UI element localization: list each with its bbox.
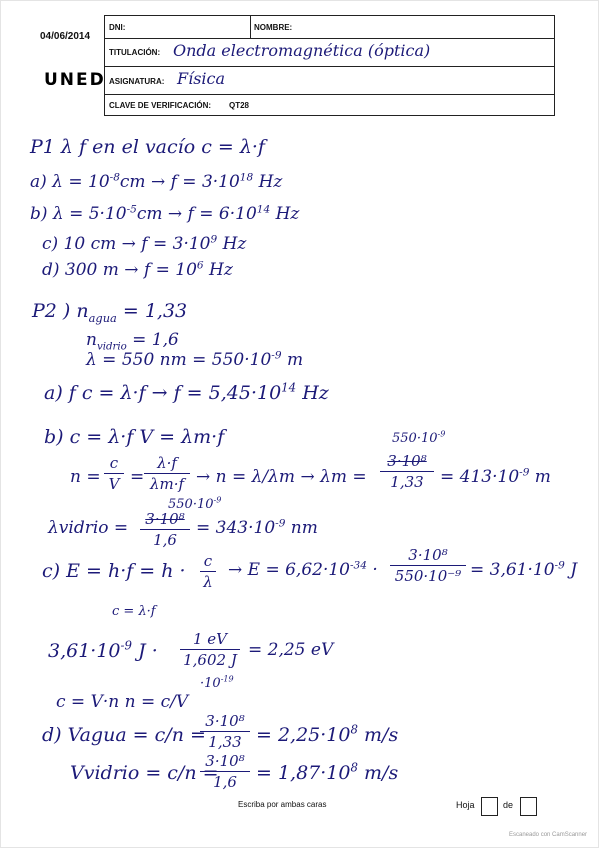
p2-item-d: d) Vagua = c/n = bbox=[42, 724, 206, 746]
titulacion-label: TITULACIÓN: bbox=[109, 48, 161, 57]
p2-n-frac-lm: $\frac{\text{3·10⁸}}{1,33}$ bbox=[380, 452, 434, 491]
p2-c-frac-c-l: $\frac{c}{\lambda}$ bbox=[200, 552, 216, 591]
p1-item-a: a) $\lambda = 10^{-8}cm \to f = 3\cdot 10^{18}$ Hz bbox=[30, 171, 283, 192]
hoja-total-box[interactable] bbox=[520, 797, 537, 816]
hoja-number-box[interactable] bbox=[481, 797, 498, 816]
p2-d-result-agua: = $2,25\cdot 10^8$ m/s bbox=[256, 722, 399, 746]
p2-c-note: c = λ·f bbox=[112, 604, 156, 619]
asignatura-row bbox=[105, 66, 554, 95]
uned-logo: UNED bbox=[44, 70, 106, 90]
p2-v-vidrio-result: = $1,87\cdot 10^8$ m/s bbox=[256, 760, 399, 784]
de-label: de bbox=[503, 800, 514, 810]
header-form bbox=[104, 15, 555, 116]
p2-n-vidrio: $n_{vidrio} = 1,6$ bbox=[86, 330, 179, 353]
p2-item-c: c) E = h·f = h · bbox=[42, 560, 186, 582]
p2-n-above: $550\cdot 10^{-9}$ bbox=[392, 429, 446, 446]
p2-ev-below: $\cdot 10^{-19}$ bbox=[200, 674, 234, 691]
p2-c-frac-2: $\frac{\text{3·10⁸}}{\text{550·10⁻⁹}}$ bbox=[390, 546, 466, 585]
asignatura-value: Física bbox=[177, 69, 226, 88]
p2-n-mid: → n = λ/λm → λm = bbox=[196, 467, 367, 487]
p2-cv-line: c = V·n n = c/V bbox=[56, 692, 189, 712]
p2-ev-frac: $\frac{1 eV}{1,602 J}$ bbox=[180, 630, 240, 669]
dni-label: DNI: bbox=[109, 23, 126, 32]
p2-ev-result: = 2,25 eV bbox=[248, 640, 334, 660]
p2-c-result: = $3,61\cdot 10^{-9}$ J bbox=[470, 559, 578, 580]
nombre-label: NOMBRE: bbox=[254, 23, 293, 32]
p2-lvidrio-frac: $\frac{\text{3·10⁸}}{1,6}$ bbox=[140, 510, 190, 549]
p2-n-eq: n = bbox=[70, 467, 101, 487]
p2-n-result: = $413\cdot 10^{-9}$ m bbox=[440, 466, 551, 487]
footer-note: Escriba por ambas caras bbox=[238, 800, 327, 809]
scanner-watermark: Escaneado con CamScanner bbox=[509, 832, 588, 838]
hoja-label: Hoja bbox=[456, 800, 475, 810]
p2-ev-line: $3,61\cdot 10^{-9}$ J · bbox=[48, 638, 158, 662]
p2-lvidrio-result: = $343\cdot 10^{-9}$ nm bbox=[196, 517, 318, 538]
p1-item-c: c) 10 cm → $f = 3\cdot 10^9$ Hz bbox=[42, 233, 247, 254]
p2-n-eq2: = bbox=[130, 467, 145, 487]
p2-n-frac-lambda: $\frac{\lambda\cdot f}{\lambda m\cdot f}$ bbox=[144, 454, 190, 493]
p2-c-energy: → $E = 6,62\cdot 10^{-34}$ · bbox=[228, 559, 378, 580]
p2-n-frac-c-v: $\frac{c}{V}$ bbox=[104, 454, 124, 493]
p1-item-b: b) $\lambda = 5\cdot 10^{-5}cm \to f = 6\cdot 10^{14}$ Hz bbox=[30, 203, 300, 224]
p2-lambda: λ = 550 nm = $550\cdot 10^{-9}$ m bbox=[86, 349, 304, 370]
clave-value: QT28 bbox=[229, 101, 250, 110]
p1-title: P1 λ f en el vacío c = λ·f bbox=[30, 136, 265, 158]
p2-d-frac-agua: $\frac{\text{3·10⁸}}{1,33}$ bbox=[200, 712, 250, 751]
p2-item-b: b) c = λ·f V = λm·f bbox=[44, 426, 225, 448]
p2-v-vidrio-frac: $\frac{\text{3·10⁸}}{1,6}$ bbox=[200, 752, 250, 791]
asignatura-label: ASIGNATURA: bbox=[109, 77, 165, 86]
exam-date: 04/06/2014 bbox=[40, 31, 91, 42]
p2-v-vidrio: Vvidrio = c/n = bbox=[70, 762, 219, 784]
p2-item-a: a) f $c = \lambda\cdot f \to f = 5,45\cdot 10^{14}$ Hz bbox=[44, 380, 329, 404]
p1-item-d: d) 300 $m \to f = 10^6$ Hz bbox=[42, 259, 233, 280]
titulacion-row bbox=[105, 38, 554, 67]
p2-lvidrio-above: $550\cdot 10^{-9}$ bbox=[168, 495, 222, 512]
p2-title: P2 ) $n_{agua} = 1,33$ bbox=[32, 300, 188, 325]
p2-lvidrio-label: λvidrio = bbox=[48, 518, 129, 538]
clave-label: CLAVE DE VERIFICACIÓN: bbox=[109, 101, 212, 110]
titulacion-value: Onda electromagnética (óptica) bbox=[173, 41, 431, 60]
dni-separator bbox=[250, 16, 251, 38]
clave-row bbox=[105, 94, 554, 115]
dni-row bbox=[105, 16, 554, 39]
